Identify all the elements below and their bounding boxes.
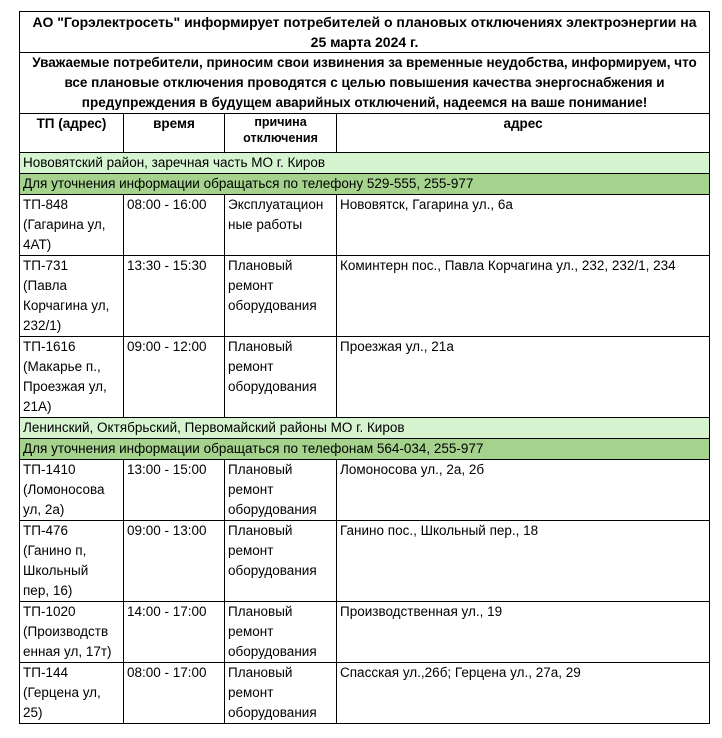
address-cell: Спасская ул.,26б; Герцена ул., 27а, 29: [337, 663, 710, 724]
tp-cell: ТП-731 (Павла Корчагина ул, 232/1): [20, 256, 124, 337]
tp-cell: ТП-144 (Герцена ул, 25): [20, 663, 124, 724]
column-header-address: адрес: [337, 114, 710, 153]
table-row: [20, 256, 710, 337]
reason-cell: Плановый ремонт оборудования: [225, 521, 337, 602]
time-cell: 08:00 - 17:00: [124, 663, 225, 724]
region-row: [20, 153, 710, 174]
apology-text: Уважаемые потребители, приносим свои извинения за временные неудобства, информируем, что все плановые отключения проводятся с целью повышения качества энергоснабжения и предупреждения в будущем аварийных отключений, надеемся на ваше понимание!: [20, 53, 710, 114]
reason-cell: Плановый ремонт оборудования: [225, 602, 337, 663]
reason-cell: Плановый ремонт оборудования: [225, 460, 337, 521]
phone-info-label: Для уточнения информации обращаться по телефонам 564-034, 255-977: [20, 439, 710, 460]
title-cell: [20, 12, 710, 53]
tp-cell: ТП-848 (Гагарина ул, 4АТ): [20, 195, 124, 256]
table-row: [20, 602, 710, 663]
column-header-tp: ТП (адрес): [20, 114, 124, 153]
column-header-row: [20, 114, 710, 153]
phone-info-row: [20, 174, 710, 195]
table-row: [20, 521, 710, 602]
title-row: [20, 12, 710, 53]
title-line-2: 25 марта 2024 г.: [310, 34, 419, 50]
tp-cell: ТП-1616 (Макарье п., Проезжая ул, 21А): [20, 337, 124, 418]
tp-cell: ТП-476 (Ганино п, Школьный пер, 16): [20, 521, 124, 602]
table-row: [20, 337, 710, 418]
schedule-body: [20, 12, 710, 724]
tp-cell: ТП-1020 (Производств енная ул, 17т): [20, 602, 124, 663]
apology-row: [20, 53, 710, 114]
region-row: [20, 418, 710, 439]
table-row: [20, 195, 710, 256]
time-cell: 08:00 - 16:00: [124, 195, 225, 256]
region-label: Нововятский район, заречная часть МО г. Киров: [20, 153, 710, 174]
reason-cell: Плановый ремонт оборудования: [225, 337, 337, 418]
phone-info-row: [20, 439, 710, 460]
address-cell: Проезжая ул., 21а: [337, 337, 710, 418]
table-row: [20, 663, 710, 724]
time-cell: 09:00 - 13:00: [124, 521, 225, 602]
region-label: Ленинский, Октябрьский, Первомайский районы МО г. Киров: [20, 418, 710, 439]
time-cell: 14:00 - 17:00: [124, 602, 225, 663]
address-cell: Ганино пос., Школьный пер., 18: [337, 521, 710, 602]
address-cell: Нововятск, Гагарина ул., 6а: [337, 195, 710, 256]
address-cell: Ломоносова ул., 2а, 2б: [337, 460, 710, 521]
table-row: [20, 460, 710, 521]
time-cell: 09:00 - 12:00: [124, 337, 225, 418]
column-header-reason: причина отключения: [225, 114, 337, 153]
title-line-1: АО "Горэлектросеть" информирует потребителей о плановых отключениях электроэнергии на: [32, 14, 697, 30]
phone-info-label: Для уточнения информации обращаться по телефону 529-555, 255-977: [20, 174, 710, 195]
reason-cell: Плановый ремонт оборудования: [225, 663, 337, 724]
reason-cell: Эксплуатацион ные работы: [225, 195, 337, 256]
address-cell: Производственная ул., 19: [337, 602, 710, 663]
tp-cell: ТП-1410 (Ломоносова ул, 2а): [20, 460, 124, 521]
time-cell: 13:00 - 15:00: [124, 460, 225, 521]
column-header-time: время: [124, 114, 225, 153]
address-cell: Коминтерн пос., Павла Корчагина ул., 232, 232/1, 234: [337, 256, 710, 337]
reason-cell: Плановый ремонт оборудования: [225, 256, 337, 337]
outage-schedule-table: [19, 11, 710, 724]
time-cell: 13:30 - 15:30: [124, 256, 225, 337]
